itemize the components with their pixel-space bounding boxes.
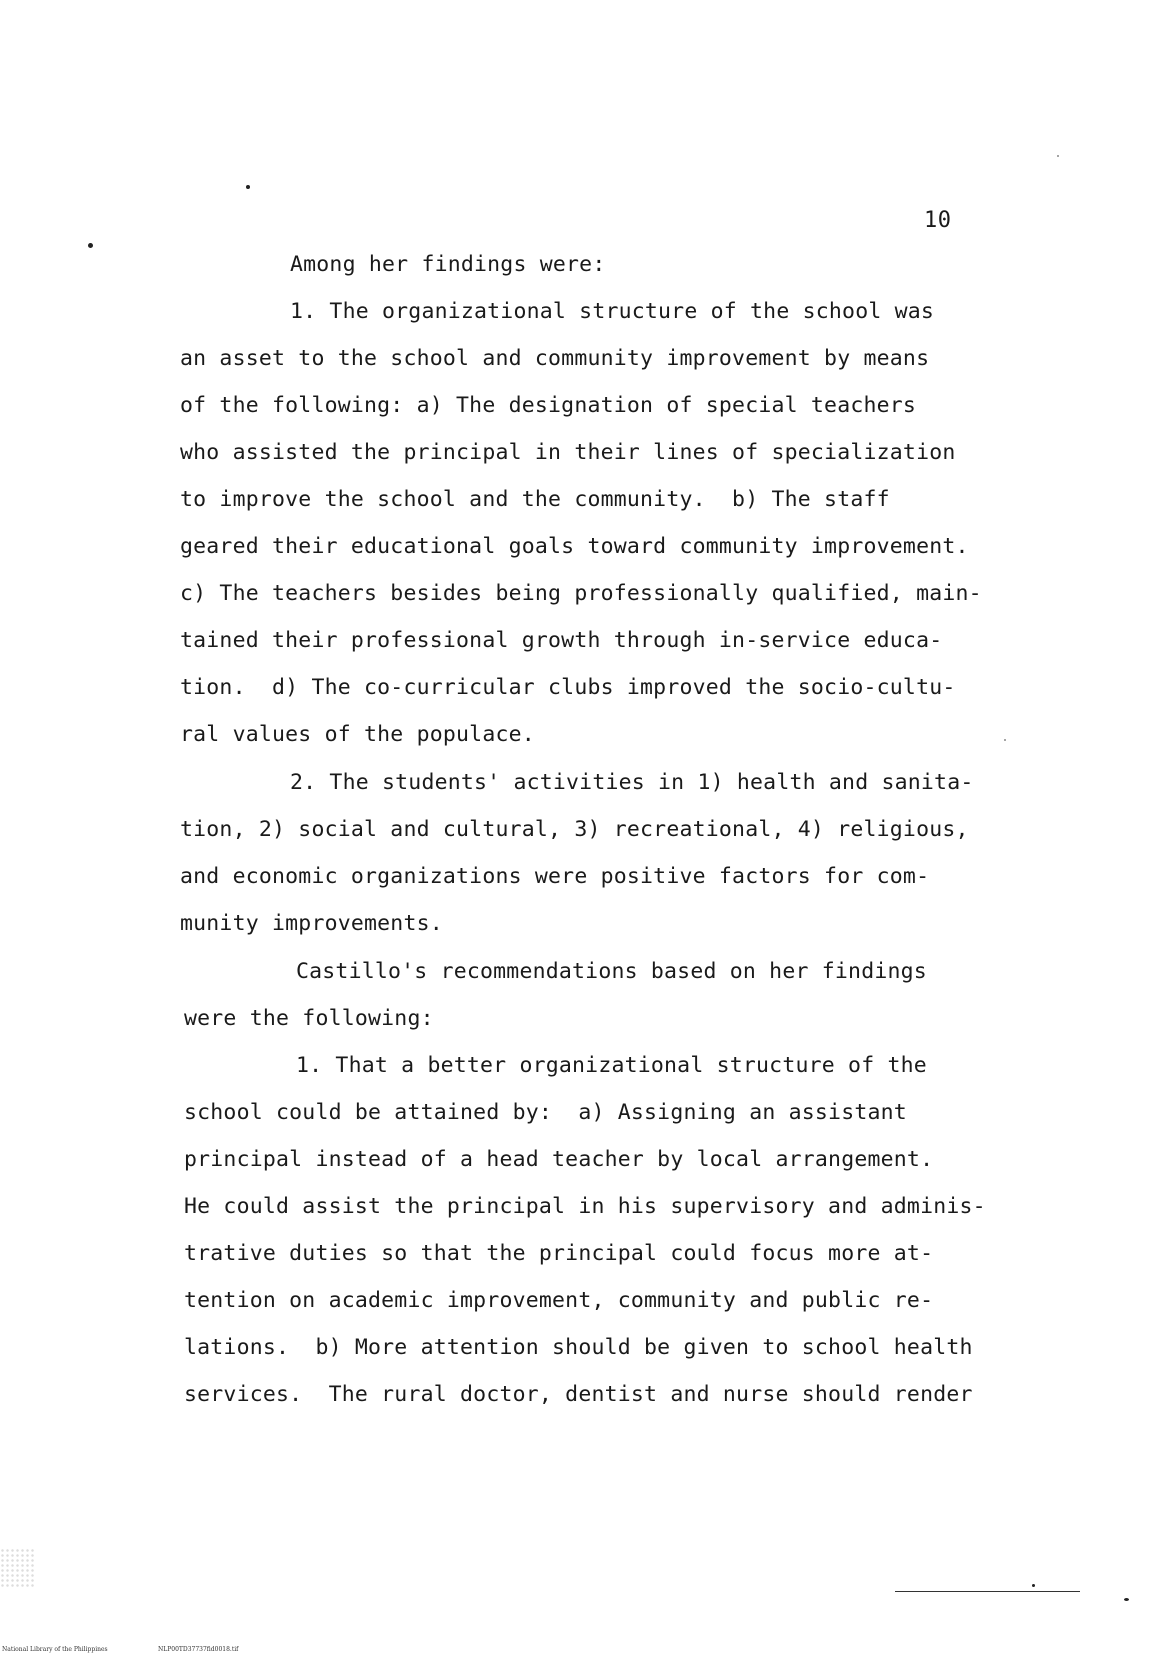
text-line: principal instead of a head teacher by local arrangement.: [184, 1147, 934, 1172]
text-line: who assisted the principal in their lines of specialization: [180, 440, 956, 465]
text-line: He could assist the principal in his supervisory and adminis-: [184, 1194, 986, 1219]
scan-speck: [1057, 155, 1059, 157]
text-line: were the following:: [184, 1006, 434, 1031]
text-line: Among her findings were:: [290, 252, 606, 277]
scan-speck: [1032, 1584, 1035, 1587]
text-line: and economic organizations were positive factors for com-: [180, 864, 930, 889]
text-line: of the following: a) The designation of special teachers: [180, 393, 917, 418]
text-line: an asset to the school and community improvement by means: [180, 346, 930, 371]
text-line: tion. d) The co-curricular clubs improved the socio-cultu-: [180, 675, 956, 700]
text-line: lations. b) More attention should be given to school health: [184, 1335, 973, 1360]
scan-noise: [0, 1548, 34, 1588]
scan-speck: [1124, 1598, 1129, 1601]
text-line: school could be attained by: a) Assigning an assistant: [184, 1100, 907, 1125]
footer-filename: NLP00TD37737fid0018.tif: [158, 1646, 239, 1653]
text-line: services. The rural doctor, dentist and nurse should render: [184, 1382, 973, 1407]
text-line: ral values of the populace.: [180, 722, 535, 747]
text-line: trative duties so that the principal could focus more at-: [184, 1241, 934, 1266]
text-line: Castillo's recommendations based on her findings: [296, 959, 927, 984]
scan-speck: [88, 243, 93, 248]
scan-speck: [1004, 739, 1006, 741]
text-line: to improve the school and the community. b) The staff: [180, 487, 890, 512]
text-line: tention on academic improvement, community and public re-: [184, 1288, 934, 1313]
page-number: 10: [924, 208, 952, 233]
text-line: munity improvements.: [180, 911, 443, 936]
scan-speck: [246, 185, 250, 189]
text-line: tion, 2) social and cultural, 3) recreational, 4) religious,: [180, 817, 969, 842]
footer-library: National Library of the Philippines: [2, 1646, 108, 1653]
bottom-rule: [895, 1591, 1080, 1592]
text-line: c) The teachers besides being professionally qualified, main-: [180, 581, 982, 606]
text-line: 1. That a better organizational structure of the: [296, 1053, 927, 1078]
text-line: tained their professional growth through in-service educa-: [180, 628, 943, 653]
text-line: 1. The organizational structure of the school was: [290, 299, 935, 324]
text-line: geared their educational goals toward community improvement.: [180, 534, 969, 559]
text-line: 2. The students' activities in 1) health and sanita-: [290, 770, 974, 795]
